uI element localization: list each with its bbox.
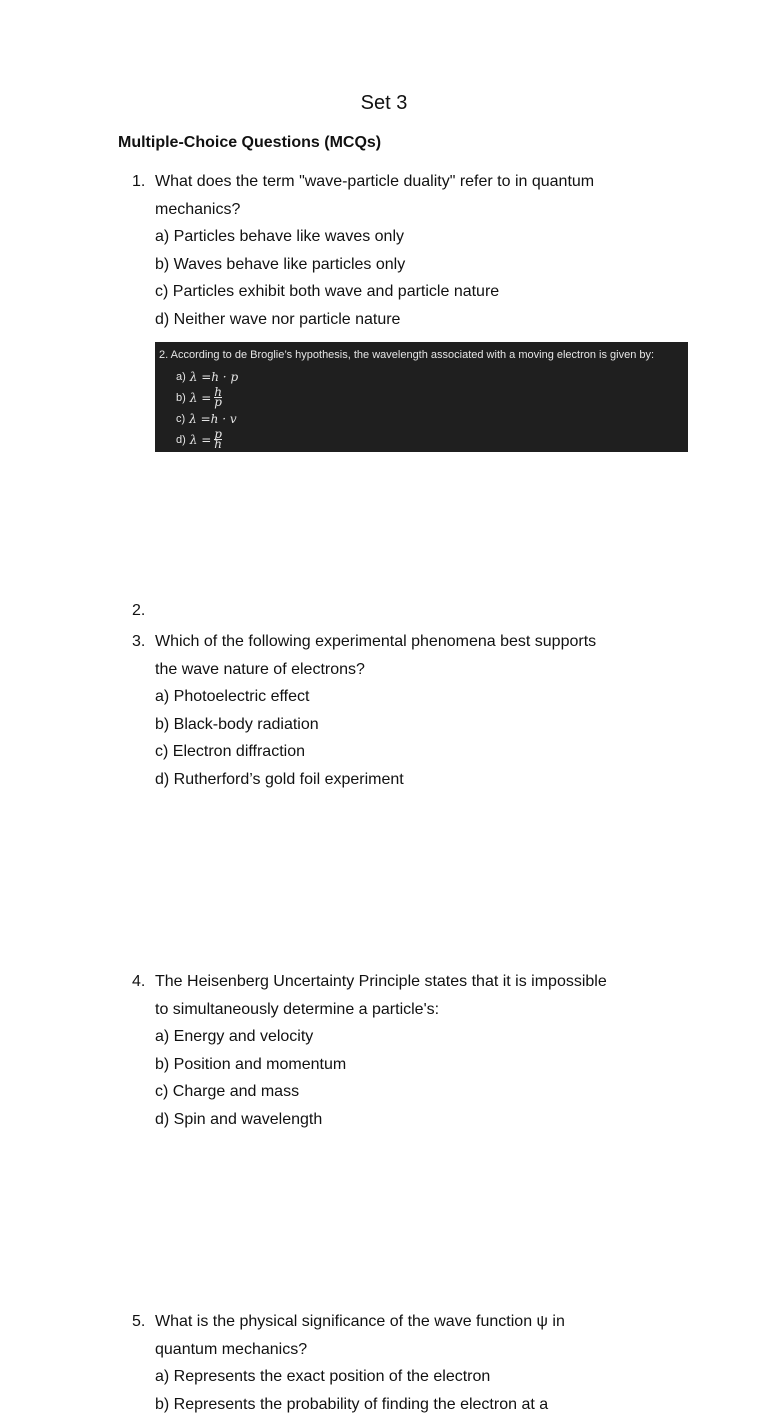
- option-b: b) Position and momentum: [155, 1051, 678, 1079]
- embedded-question-image: [155, 342, 688, 452]
- option-label: c): [176, 412, 185, 426]
- embedded-option-d: [176, 429, 688, 450]
- option-a: a) Particles behave like waves only: [155, 223, 678, 251]
- formula-lhs: λ =: [190, 370, 211, 384]
- embedded-option-c: [176, 408, 688, 429]
- question-text-line: The Heisenberg Uncertainty Principle states that it is impossible: [155, 968, 678, 996]
- option-c: c) Charge and mass: [155, 1078, 678, 1106]
- question-number: 5.: [132, 1308, 145, 1336]
- formula-rhs: h · p: [211, 370, 238, 384]
- option-label: b): [176, 391, 186, 405]
- question-number: 1.: [132, 168, 145, 196]
- embedded-option-b: [176, 387, 688, 408]
- option-b: b) Represents the probability of finding the electron at a: [155, 1391, 678, 1418]
- option-b: b) Waves behave like particles only: [155, 251, 678, 279]
- fraction: [214, 430, 222, 449]
- option-label: a): [176, 370, 186, 384]
- question-text-line: Which of the following experimental phenomena best supports: [155, 628, 678, 656]
- option-b: b) Black-body radiation: [155, 711, 678, 739]
- option-c: c) Electron diffraction: [155, 738, 678, 766]
- fraction-numerator: h: [214, 388, 222, 397]
- formula-lhs: λ =: [190, 391, 211, 405]
- option-a: a) Represents the exact position of the electron: [155, 1363, 678, 1391]
- formula-lhs: λ =: [189, 412, 210, 426]
- question-text-line: What is the physical significance of the wave function ψ in: [155, 1308, 678, 1336]
- formula-rhs: h · v: [211, 412, 237, 426]
- option-d: d) Neither wave nor particle nature: [155, 306, 678, 334]
- question-text-line: to simultaneously determine a particle's:: [155, 996, 678, 1024]
- question-text-line: the wave nature of electrons?: [155, 656, 678, 684]
- section-heading: Multiple-Choice Questions (MCQs): [118, 132, 381, 154]
- question-text-line: quantum mechanics?: [155, 1336, 678, 1364]
- question-number: 4.: [132, 968, 145, 996]
- question-3: [118, 628, 678, 793]
- embedded-question-text: 2. According to de Broglie’s hypothesis, the wavelength associated with a moving electron is given by:: [159, 348, 688, 362]
- fraction-denominator: h: [214, 440, 222, 449]
- question-number: 3.: [132, 628, 145, 656]
- embedded-option-a: [176, 366, 688, 387]
- page-title: Set 3: [0, 90, 768, 116]
- option-a: a) Energy and velocity: [155, 1023, 678, 1051]
- option-label: d): [176, 433, 186, 447]
- option-d: d) Rutherford’s gold foil experiment: [155, 766, 678, 794]
- fraction: [214, 388, 222, 407]
- fraction-denominator: p: [214, 398, 222, 407]
- question-text-line: What does the term "wave-particle duality" refer to in quantum: [155, 168, 678, 196]
- question-4: [118, 968, 678, 1133]
- fraction-numerator: p: [214, 430, 222, 439]
- formula-lhs: λ =: [190, 433, 211, 447]
- question-1: [118, 168, 678, 333]
- question-number: 2.: [132, 597, 145, 625]
- option-a: a) Photoelectric effect: [155, 683, 678, 711]
- option-d: d) Spin and wavelength: [155, 1106, 678, 1134]
- question-text-line: mechanics?: [155, 196, 678, 224]
- option-c: c) Particles exhibit both wave and particle nature: [155, 278, 678, 306]
- question-5: [118, 1308, 678, 1418]
